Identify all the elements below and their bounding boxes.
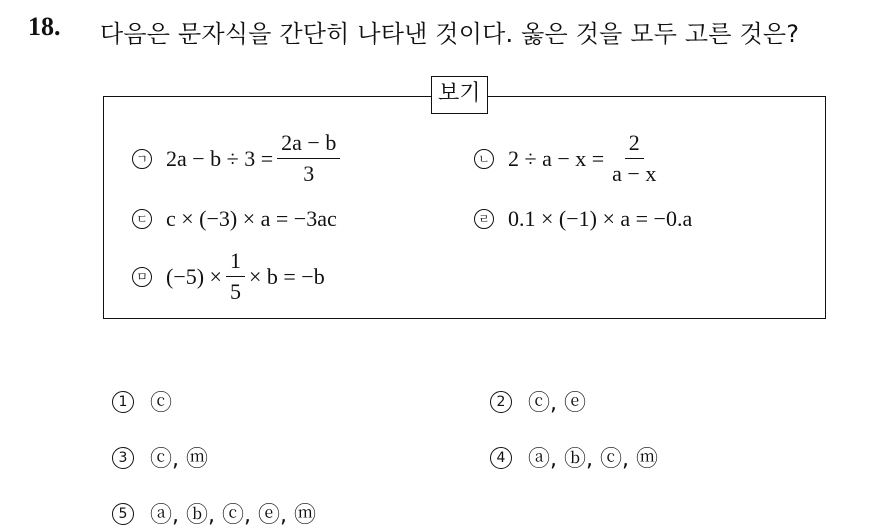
choice-number-icon: 1 (112, 391, 134, 413)
question-text: 다음은 문자식을 간단히 나타낸 것이다. 옳은 것을 모두 고른 것은? (100, 20, 800, 48)
example-item-c (132, 206, 337, 232)
answer-choice-3[interactable] (112, 442, 208, 473)
answer-choice-1[interactable] (112, 386, 172, 417)
korean-mark-icon: ㄴ (474, 149, 494, 169)
question-number: 18. (28, 12, 61, 41)
example-item-b (474, 130, 664, 187)
choice-number-icon: 3 (112, 447, 134, 469)
answer-choice-5[interactable] (112, 498, 316, 529)
example-item-lhs: 2 ÷ a − x = (508, 145, 605, 171)
choice-answer: ⓒ, ⓔ (528, 391, 586, 416)
example-item-a (132, 130, 344, 187)
example-item-lhs: 0.1 × (−1) × a = −0.a (508, 206, 693, 231)
choice-answer: ⓐ, ⓑ, ⓒ, ⓔ, ⓜ (150, 503, 316, 528)
example-item-e (132, 248, 325, 305)
example-item-lhs: c × (−3) × a = −3ac (166, 206, 337, 231)
korean-mark-icon: ㄹ (474, 209, 494, 229)
korean-mark-icon: ㄱ (132, 149, 152, 169)
korean-mark-icon: ㅁ (132, 267, 152, 287)
fraction-numerator: 2 (625, 130, 644, 159)
fraction (277, 130, 340, 187)
fraction (226, 248, 245, 305)
fraction-denominator: 5 (229, 279, 241, 304)
choice-answer: ⓒ, ⓜ (150, 447, 208, 472)
fraction-denominator: a − x (612, 161, 657, 186)
example-box-label: 보기 (431, 76, 488, 114)
answer-choice-2[interactable] (490, 386, 586, 417)
korean-mark-icon: ㄷ (132, 209, 152, 229)
choice-number-icon: 5 (112, 503, 134, 525)
fraction (608, 130, 660, 187)
answer-choice-4[interactable] (490, 442, 658, 473)
example-item-lhs: (−5) × (166, 263, 222, 289)
fraction-denominator: 3 (303, 161, 315, 186)
choice-number-icon: 4 (490, 447, 512, 469)
choice-number-icon: 2 (490, 391, 512, 413)
choice-answer: ⓐ, ⓑ, ⓒ, ⓜ (528, 447, 658, 472)
example-item-d (474, 206, 692, 232)
fraction-numerator: 1 (226, 248, 245, 277)
fraction-numerator: 2a − b (277, 130, 340, 159)
example-item-lhs: 2a − b ÷ 3 = (166, 145, 274, 171)
example-item-rhs: × b = −b (248, 263, 325, 289)
choice-answer: ⓒ (150, 391, 173, 416)
